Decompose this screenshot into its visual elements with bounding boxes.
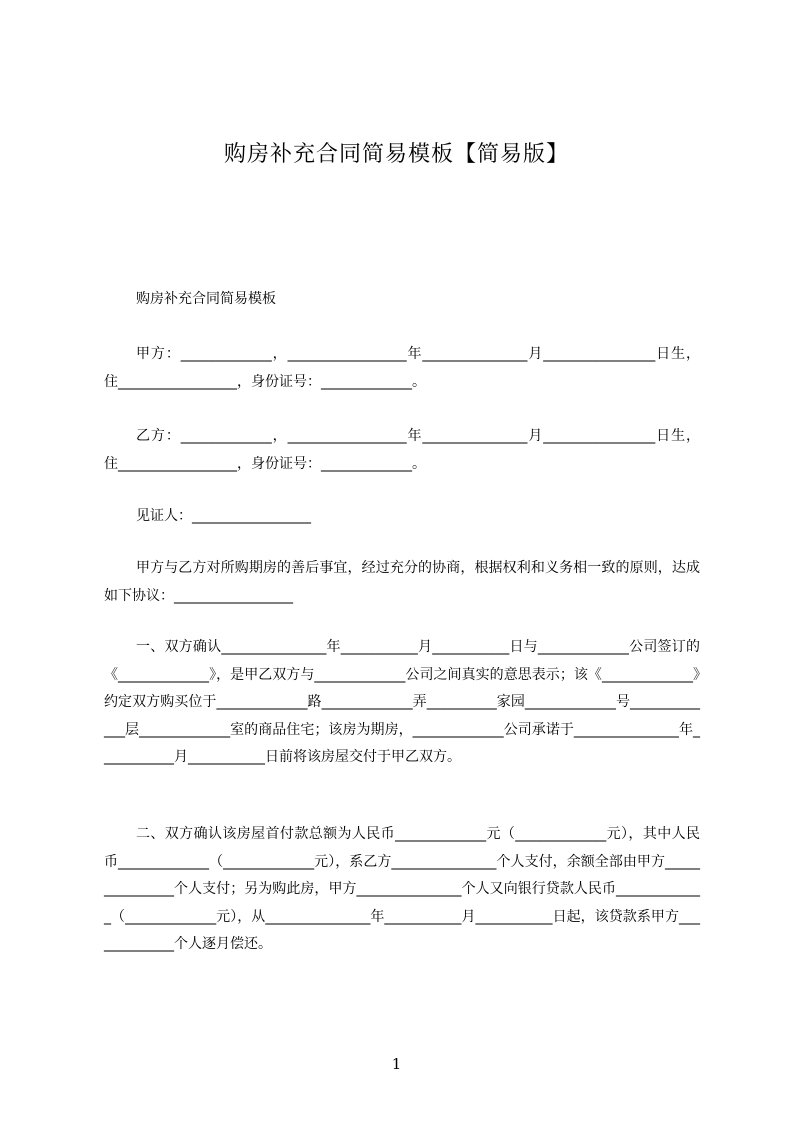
party-b-paragraph: 乙方：_____________，_________________年_______________月________________日生，住_________________，身份证号：_____________。 [104, 428, 700, 472]
page-number: 1 [391, 1055, 402, 1073]
witness-paragraph: 见证人：_________________ [136, 508, 311, 524]
clause-two-paragraph: 二、双方确认该房屋首付款总额为人民币_____________元（_____________元），其中人民币_____________（_____________元），系乙方_______________个人支付，余额全部由甲方_______________个人支付；另为购此房，甲方_______________个人又向银行贷款人民币_____________（_____________元），从_______________年___________月___________日起，该贷款系甲方_____________个人逐月偿还。 [104, 826, 700, 952]
subtitle-paragraph: 购房补充合同简易模板 [136, 291, 276, 307]
preamble-paragraph: 甲方与乙方对所购期房的善后事宜，经过充分的协商，根据权利和义务相一致的原则，达成如下协议：_________________ [104, 560, 700, 604]
document-title: 购房补充合同简易模板【简易版】 [223, 142, 569, 167]
clause-one-paragraph: 一、双方确认_______________年___________月___________日与_____________公司签订的《_____________》，是甲乙双方与_____________公司之间真实的意思表示；该《_____________》约定双方购买位于_____________路_____________弄__________家园_____________号_____________层_____________室的商品住宅；该房为期房，_____________公司承诺于_______________年___________月___________日前将该房屋交付于甲乙双方。 [104, 639, 700, 765]
party-a-paragraph: 甲方：_____________，_________________年_______________月________________日生，住_________________，身份证号：_____________。 [104, 346, 700, 390]
